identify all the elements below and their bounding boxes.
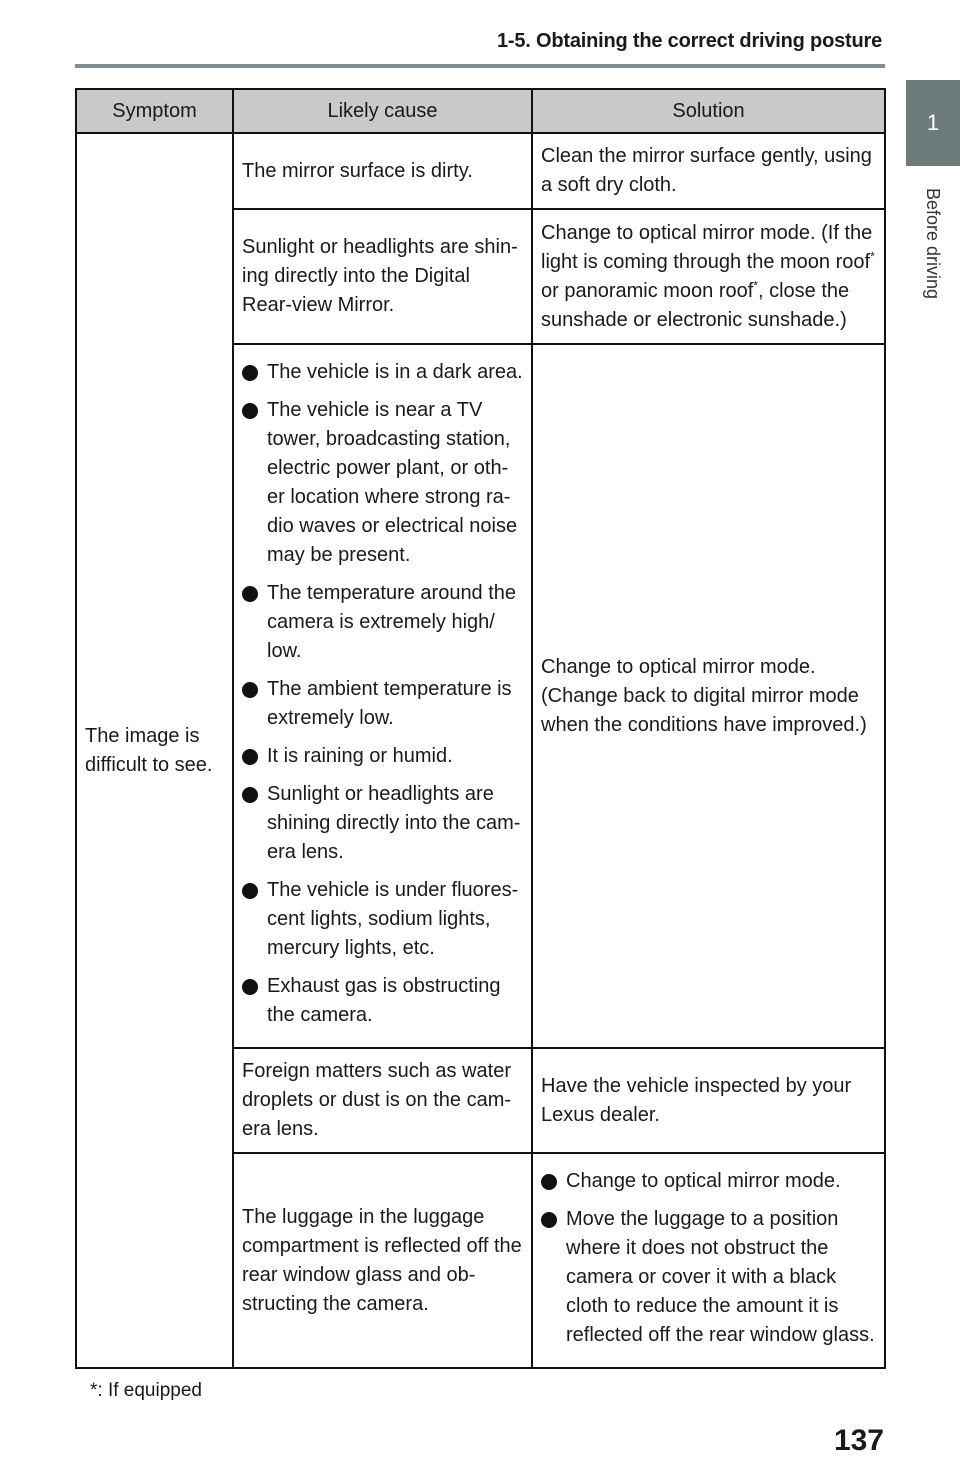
list-item: The vehicle is under fluores-cent lights, sodium lights, mercury lights, etc. [242, 876, 523, 963]
section-title: 1-5. Obtaining the correct driving posture [497, 30, 882, 52]
footnote: *: If equipped [90, 1380, 202, 1401]
header-symptom: Symptom [76, 89, 233, 133]
cause-cell [233, 344, 532, 1048]
list-item: Move the luggage to a position where it does not obstruct the camera or cover it with a black cloth to reduce the amount it is reflected off the rear window glass. [541, 1205, 876, 1350]
list-item: Change to optical mirror mode. [541, 1167, 876, 1196]
footnote-mark: * [753, 277, 758, 292]
header-divider [75, 64, 885, 68]
solution-bullet-list [541, 1167, 876, 1350]
list-item: Sunlight or headlights are shining directly into the cam-era lens. [242, 780, 523, 867]
solution-cell: Change to optical mirror mode. (Change back to digital mirror mode when the conditions have improved.) [532, 344, 885, 1048]
chapter-label [906, 178, 960, 308]
list-item: Exhaust gas is obstructing the camera. [242, 972, 523, 1030]
solution-cell [532, 209, 885, 344]
list-item: The ambient temperature is extremely low. [242, 675, 523, 733]
list-item: It is raining or humid. [242, 742, 523, 771]
list-item: The vehicle is in a dark area. [242, 358, 523, 387]
footnote-mark: * [870, 248, 875, 263]
solution-text: Change to optical mirror mode. (If the light is coming through the moon roof [541, 221, 873, 273]
cause-cell: Sunlight or headlights are shin-ing directly into the Digital Rear-view Mirror. [233, 209, 532, 344]
cause-cell: Foreign matters such as water droplets or dust is on the cam-era lens. [233, 1048, 532, 1153]
list-item: The vehicle is near a TV tower, broadcasting station, electric power plant, or oth-er location where strong ra-dio waves or electrical noise may be present. [242, 396, 523, 570]
cause-cell: The luggage in the luggage compartment is reflected off the rear window glass and ob-structing the camera. [233, 1153, 532, 1368]
chapter-number: 1 [926, 110, 940, 135]
solution-text: , close the sunshade or electronic sunshade.) [541, 279, 850, 331]
chapter-tab [906, 80, 960, 166]
solution-cell: Clean the mirror surface gently, using a soft dry cloth. [532, 133, 885, 209]
troubleshooting-table [75, 88, 886, 1369]
symptom-cell: The image is difficult to see. [76, 133, 233, 1368]
chapter-label-text: Before driving [923, 187, 944, 299]
table-header-row [76, 89, 885, 133]
header-likely-cause: Likely cause [233, 89, 532, 133]
list-item: The temperature around the camera is extremely high/ low. [242, 579, 523, 666]
solution-cell: Have the vehicle inspected by your Lexus dealer. [532, 1048, 885, 1153]
cause-cell: The mirror surface is dirty. [233, 133, 532, 209]
cause-bullet-list [242, 358, 523, 1030]
solution-cell [532, 1153, 885, 1368]
table-row [76, 133, 885, 209]
solution-text: or panoramic moon roof [541, 279, 754, 302]
page-number: 137 [833, 1424, 884, 1457]
header-solution: Solution [532, 89, 885, 133]
